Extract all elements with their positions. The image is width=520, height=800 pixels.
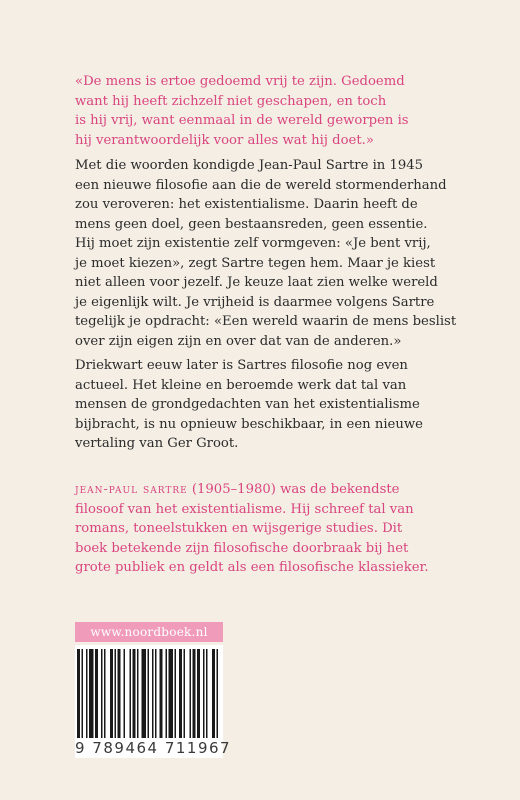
second-paragraph xyxy=(75,356,455,454)
author-bio-line: grote publiek en geldt als een filosofische klassieker. xyxy=(75,560,429,575)
body-line: zou veroveren: het existentialisme. Daarin heeft de xyxy=(75,197,418,212)
body-line: niet alleen voor jezelf. Je keuze laat zien welke wereld xyxy=(75,275,438,290)
body-line: Hij moet zijn existentie zelf vormgeven: «Je bent vrij, xyxy=(75,236,431,251)
body-line: je eigenlijk wilt. Je vrijheid is daarmee volgens Sartre xyxy=(75,294,435,310)
author-bio-line: filosoof van het existentialisme. Hij schreef tal van xyxy=(75,501,414,517)
quote-line: is hij vrij, want eenmaal in de wereld geworpen is xyxy=(75,113,409,128)
sartre-quote xyxy=(75,72,455,150)
body-line: een nieuwe filosofie aan die de wereld stormenderhand xyxy=(75,177,447,193)
body-line: actueel. Het kleine en beroemde werk dat tal van xyxy=(75,377,407,393)
body-line: mens geen doel, geen bestaansreden, geen essentie. xyxy=(75,216,428,232)
author-bio-line: boek betekende zijn filosofische doorbraak bij het xyxy=(75,540,409,556)
body-line: je moet kiezen», zegt Sartre tegen hem. Maar je kiest xyxy=(75,255,436,271)
author-dates: (1905–1980) was de bekendste xyxy=(187,482,400,497)
author-name: jean-paul sartre xyxy=(75,481,188,496)
body-line: over zijn eigen zijn en over dat van de anderen.» xyxy=(75,333,402,349)
author-bio xyxy=(75,479,455,578)
isbn-number: 9 789464 711967 xyxy=(75,739,232,757)
author-bio-line: romans, toneelstukken en wijsgerige studies. Dit xyxy=(75,521,403,536)
quote-line: hij verantwoordelijk voor alles wat hij doet.» xyxy=(75,132,374,148)
author-bio-first-line xyxy=(75,479,455,500)
quote-line: «De mens is ertoe gedoemd vrij te zijn. Gedoemd xyxy=(75,74,405,89)
body-line: tegelijk je opdracht: «Een wereld waarin de mens beslist xyxy=(75,314,457,329)
publisher-website: www.noordboek.nl xyxy=(75,622,223,642)
body-line: Driekwart eeuw later is Sartres filosofie nog even xyxy=(75,358,408,373)
body-line: bijbracht, is nu opnieuw beschikbaar, in een nieuwe xyxy=(75,416,423,432)
body-line: Met die woorden kondigde Jean-Paul Sartre in 1945 xyxy=(75,158,424,173)
body-line: mensen de grondgedachten van het existentialisme xyxy=(75,397,420,412)
intro-paragraph xyxy=(75,156,455,351)
body-line: vertaling van Ger Groot. xyxy=(75,436,239,451)
quote-line: want hij heeft zichzelf niet geschapen, en toch xyxy=(75,93,387,109)
